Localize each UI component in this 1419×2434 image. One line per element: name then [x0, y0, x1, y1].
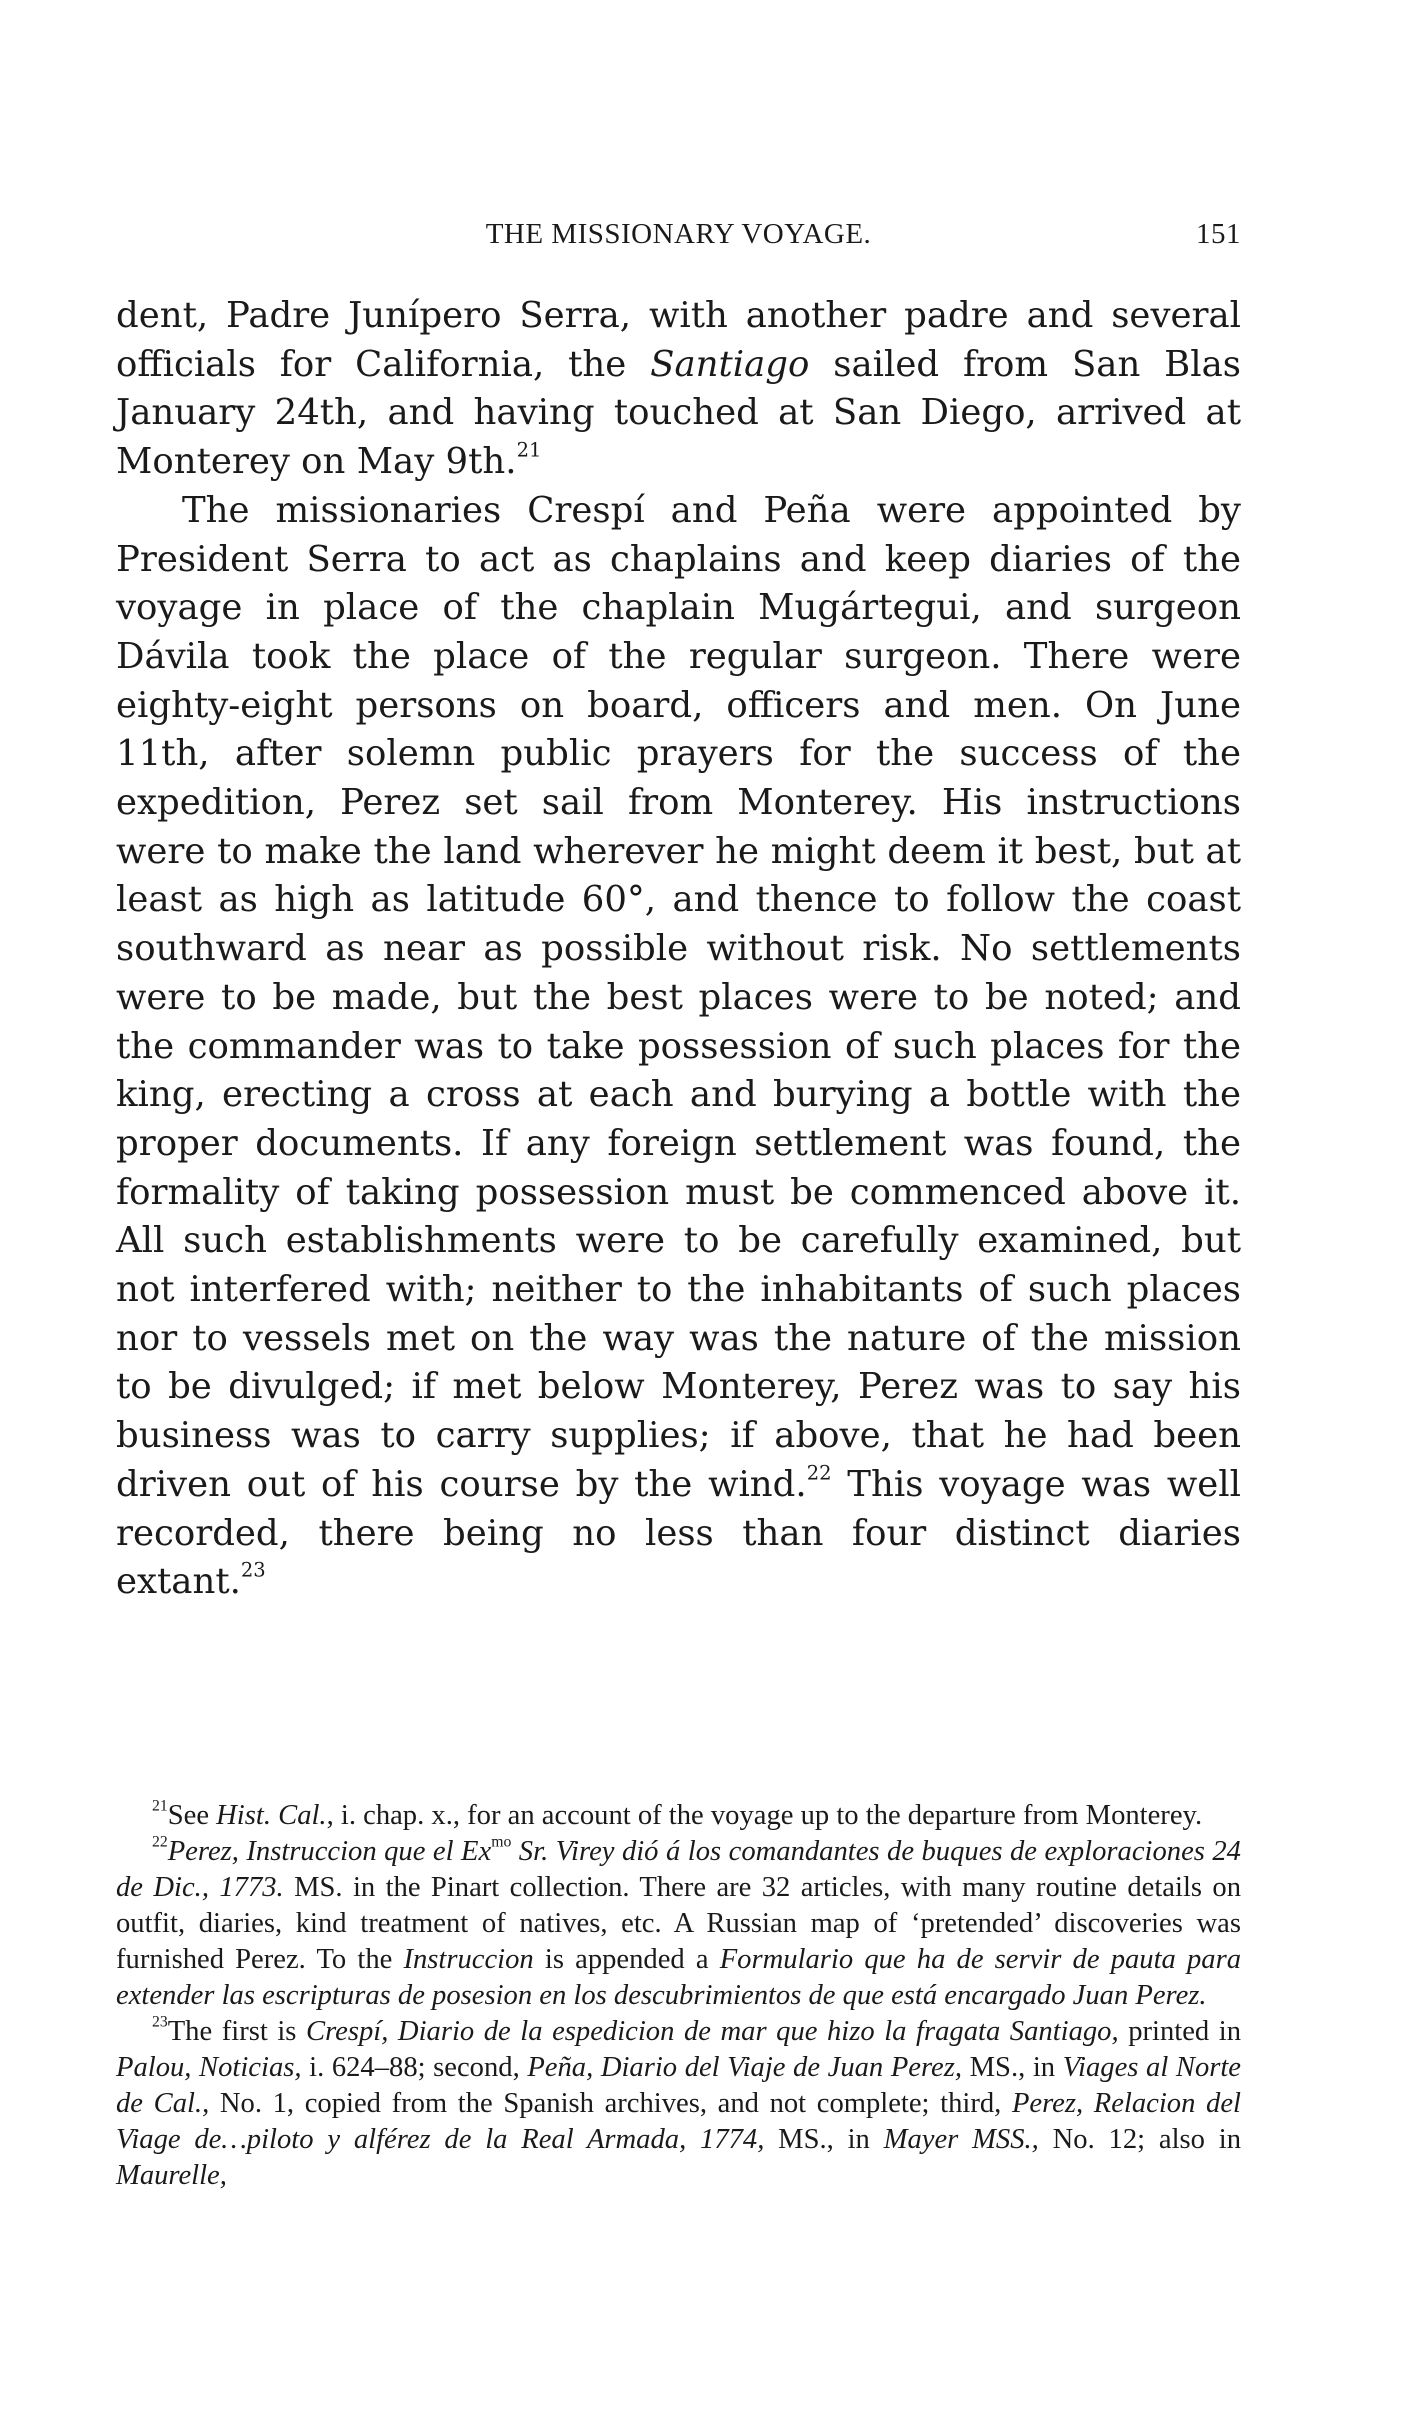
footnote-22: $^{22}$Perez, Instruccion que el $Ex^{mo}$ Sr. Virey dió á los comandantes de buques de exploraciones 24 de Dic., 1773. MS. in the Pinart collection. There are 32 articles, with many routine details on outfit, diaries, kind treatment of natives, etc. A Russian map of ‘pretended’ discoveries was furnished Perez. To the Instruccion is appended a Formulario que ha de servir de pauta para extender las escripturas de posesion en los descubrimientos de que está encargado Juan Perez.	[116, 1833, 1242, 2011]
ship-name: Santiago	[650, 343, 810, 385]
footnote-number: 22	[152, 1833, 168, 1851]
footnote-ref-23: 23	[240, 1558, 266, 1582]
footnote-ref-22: 22	[806, 1461, 832, 1485]
footnote-ref-21: 21	[516, 438, 542, 462]
paragraph-missionaries: The missionaries Crespí and Peña were appointed by President Serra to act as chaplains and keep diaries of the voyage in place of the chaplain Mugártegui, and surgeon Dávila took the place of the regular surgeon. There were eighty-eight persons on board, officers and men. On June 11th, after solemn public prayers for the success of the expedition, Perez set sail from Monterey. His instructions were to make the land wherever he might deem it best, but at least as high as latitude 60°, and thence to follow the coast southward as near as possible without risk. No settlements were to be made, but the best places were to be noted; and the commander was to take possession of such places for the king, erecting a cross at each and burying a bottle with the proper documents. If any foreign settlement was found, the formality of taking possession must be commenced above it. All such establishments were to be carefully examined, but not interfered with; neither to the inhabitants of such places nor to vessels met on the way was the nature of the mission to be divulged; if met below Monterey, Perez was to say his business was to carry supplies; if above, that he had been driven out of his course by the wind.$^{22}$ This voyage was well recorded, there being no less than four distinct diaries extant.$^{23}$	[116, 489, 1241, 1603]
running-title: THE MISSIONARY VOYAGE.	[485, 218, 872, 250]
footnote-number: 23	[152, 2013, 168, 2031]
footnote-23: $^{23}$The first is Crespí, Diario de la espedicion de mar que hizo la fragata Santiago, printed in Palou, Noticias, i. 624–88; second, Peña, Diario del Viaje de Juan Perez, MS., in Viages al Norte de Cal., No. 1, copied from the Spanish archives, and not complete; third, Perez, Relacion del Viage de…piloto y alférez de la Real Armada, 1774, MS., in Mayer MSS., No. 12; also in Maurelle,	[116, 2013, 1242, 2191]
footnotes	[116, 1798, 1241, 2194]
footnote-21: $^{21}$See Hist. Cal., i. chap. x., for an account of the voyage up to the departure from Monterey.	[152, 1797, 1203, 1831]
running-head	[116, 218, 1241, 262]
footnote-number: 21	[152, 1797, 168, 1815]
page-number: 151	[1196, 218, 1241, 250]
paragraph-continued: dent, Padre Junípero Serra, with another padre and several officials for California, the Santiago sailed from San Blas January 24th, and having touched at San Diego, arrived at Monterey on May 9th.$^{21}$	[116, 295, 1241, 483]
body-text	[116, 292, 1241, 1607]
